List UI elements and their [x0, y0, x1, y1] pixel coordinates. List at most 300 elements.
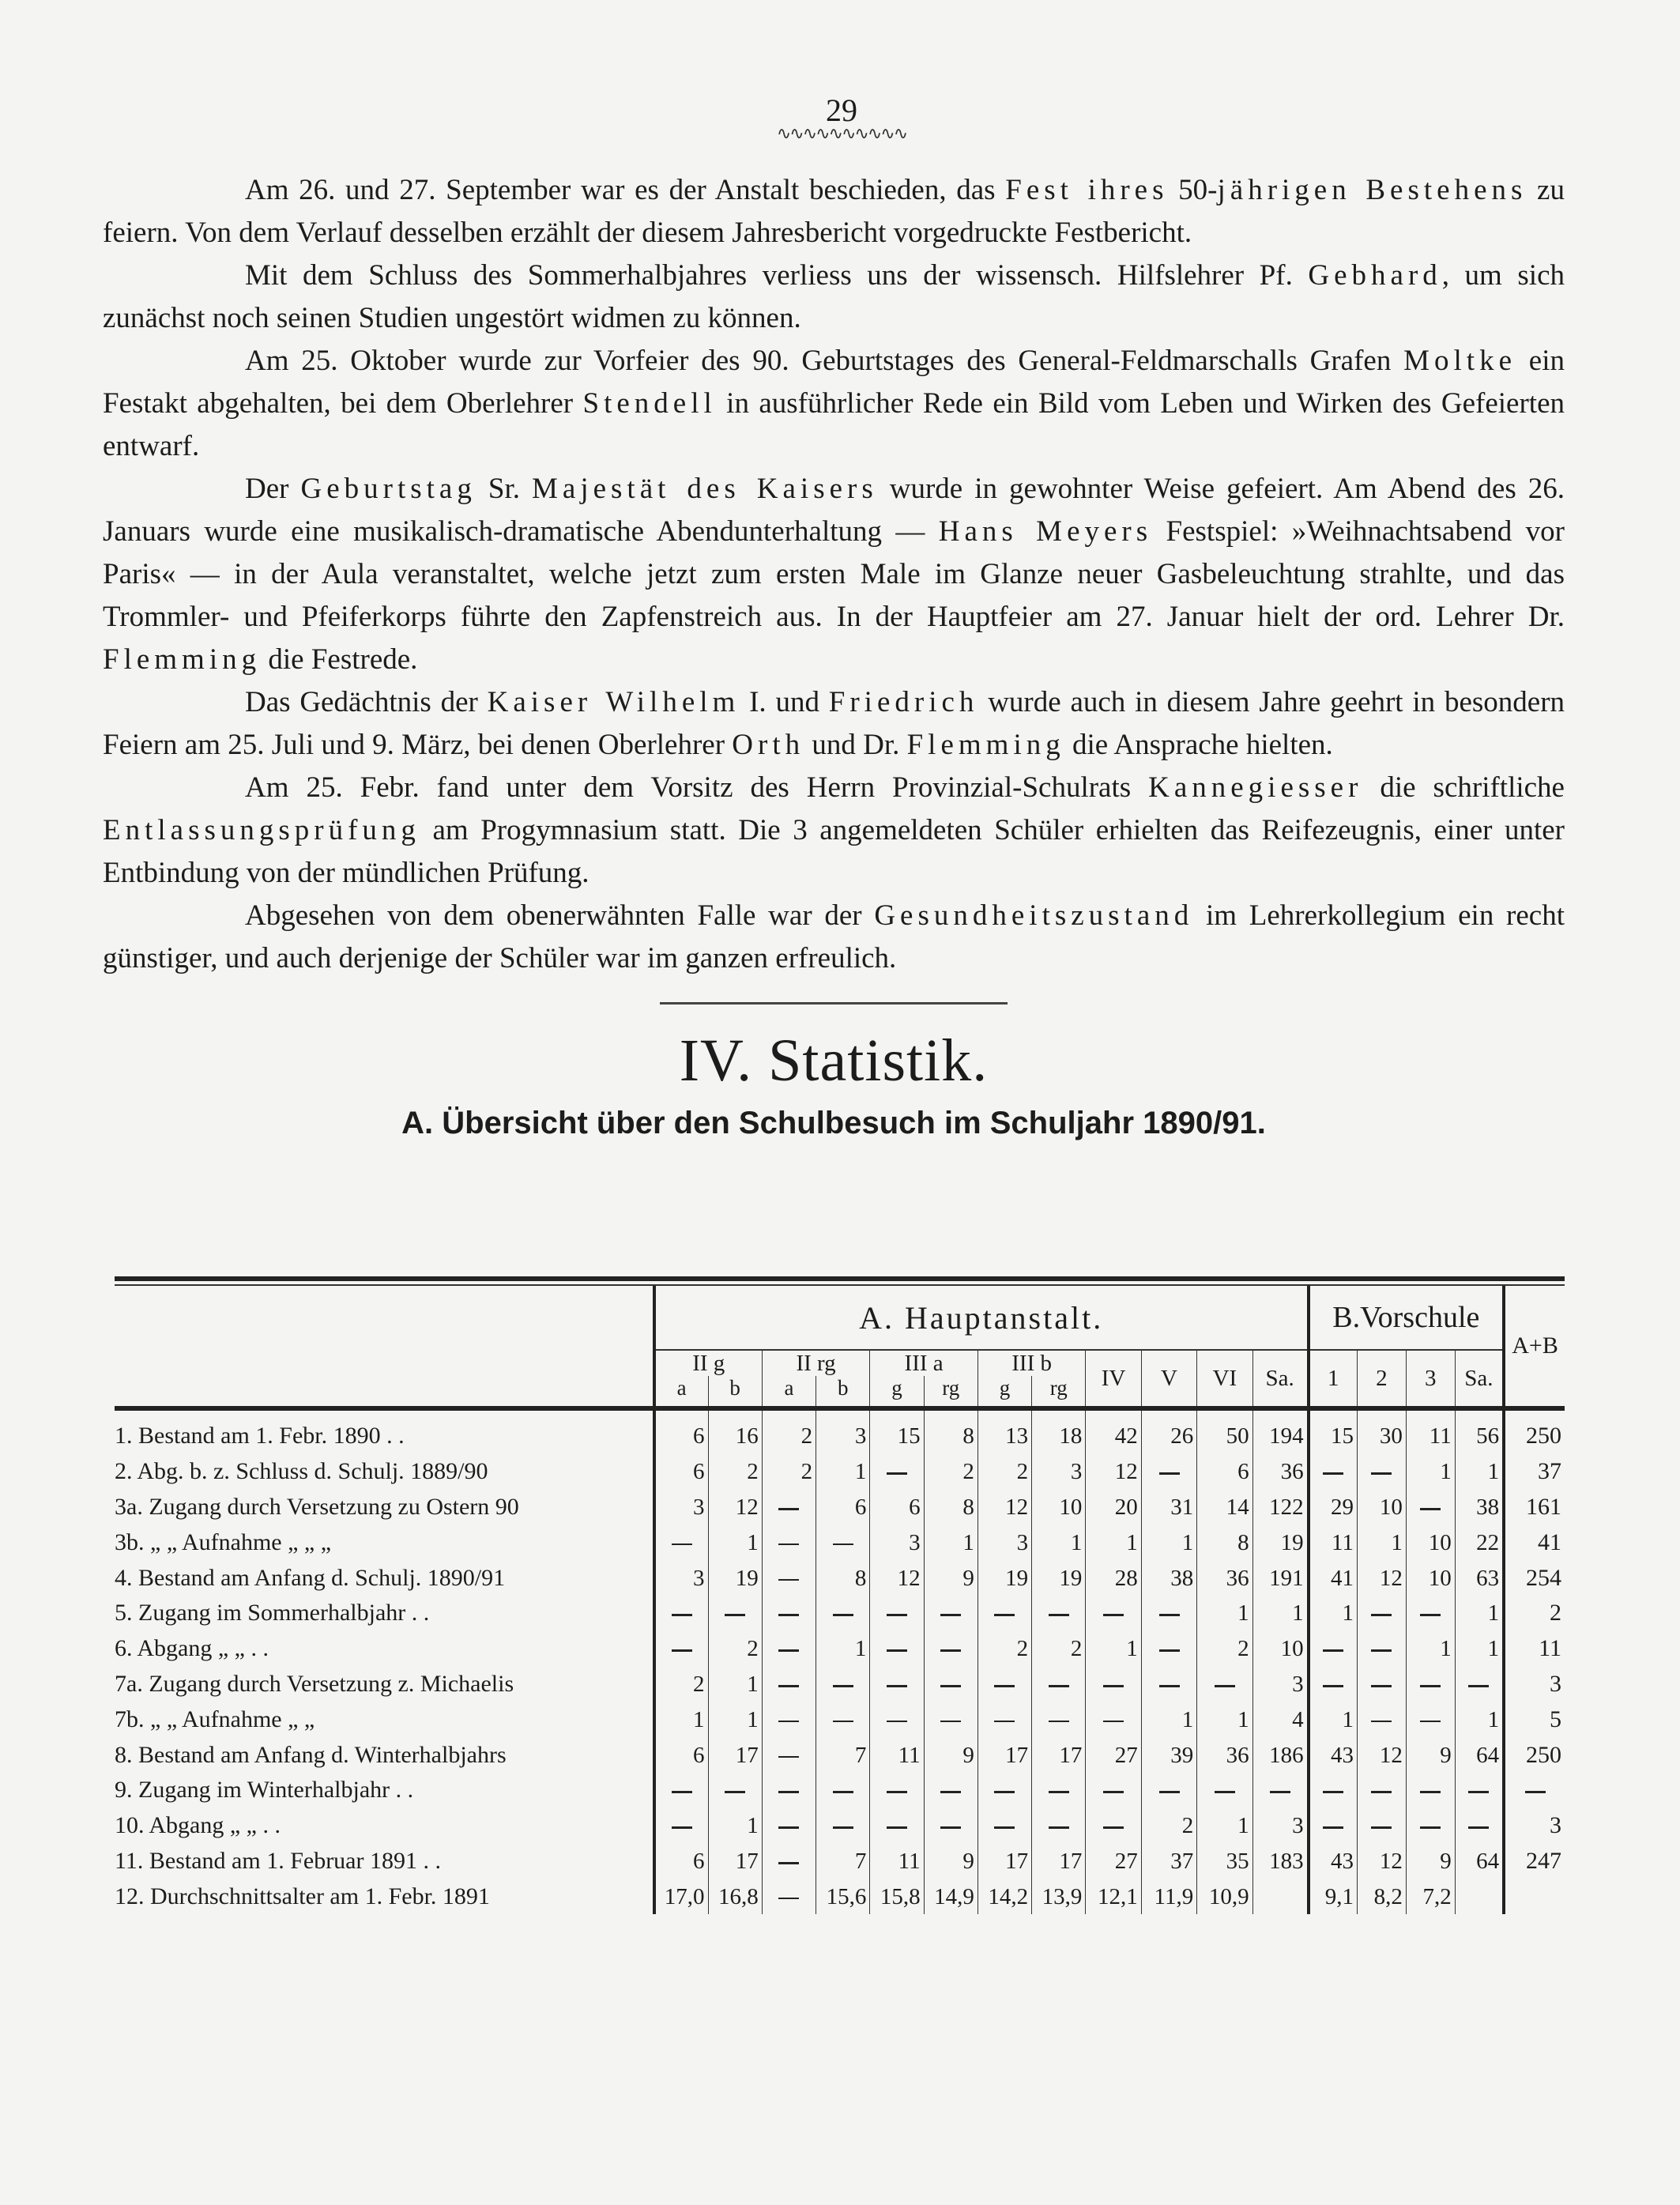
table-cell — [816, 1702, 870, 1737]
dash-mark — [887, 1826, 907, 1829]
dash-mark — [833, 1721, 853, 1723]
table-cell: 15 — [1309, 1408, 1358, 1454]
page-number-ornament: ∿∿∿∿∿∿∿∿∿∿ — [776, 123, 907, 143]
table-cell — [1032, 1773, 1086, 1808]
table-cell: 191 — [1252, 1560, 1308, 1596]
table-cell: 8,2 — [1357, 1879, 1406, 1914]
table-cell — [1455, 1808, 1504, 1844]
table-cell: 5 — [1504, 1702, 1565, 1737]
table-cell — [924, 1667, 977, 1702]
dash-mark — [778, 1649, 799, 1652]
table-cell: 14,2 — [977, 1879, 1031, 1914]
class-group-header: II rg — [762, 1350, 870, 1376]
table-cell: 1 — [1455, 1596, 1504, 1631]
table-cell — [1086, 1773, 1141, 1808]
table-cell: 2 — [1141, 1808, 1196, 1844]
dash-mark — [725, 1791, 745, 1793]
text-run: Am 26. und 27. September war es der Anstalt beschieden, das — [245, 174, 1006, 206]
class-group-header: II g — [654, 1350, 763, 1376]
table-row — [115, 1525, 1565, 1560]
row-label: 9. Zugang im Winterhalbjahr . . — [115, 1773, 654, 1808]
table-row — [115, 1408, 1565, 1454]
table-cell — [1309, 1773, 1358, 1808]
table-cell — [870, 1773, 924, 1808]
dash-mark — [1159, 1791, 1180, 1793]
dash-mark — [994, 1721, 1015, 1723]
text-run: wurde in gewohnter Weise gefeiert. Am Abend des 26. Januars wurde eine musikalisch-dramatische Abendunterhaltung — — [103, 473, 1565, 548]
dash-mark — [778, 1721, 799, 1723]
table-cell: 3 — [654, 1490, 708, 1525]
table-cell: 1 — [1197, 1596, 1252, 1631]
table-cell — [1357, 1808, 1406, 1844]
table-cell — [816, 1596, 870, 1631]
table-cell: 2 — [762, 1454, 816, 1490]
table-cell — [870, 1596, 924, 1631]
table-cell: 63 — [1455, 1560, 1504, 1596]
table-cell: 1 — [1197, 1808, 1252, 1844]
row-label: 5. Zugang im Sommerhalbjahr . . — [115, 1596, 654, 1631]
dash-mark — [994, 1614, 1015, 1616]
spaced-emphasis: Majestät des Kaisers — [532, 473, 878, 505]
table-cell: 7 — [816, 1737, 870, 1773]
table-cell: 2 — [654, 1667, 708, 1702]
text-run: Der — [245, 473, 301, 505]
text-run: zu feiern. Von dem Verlauf desselben erzählt der diesem Jahresbericht vorgedruckte Festbericht. — [103, 174, 1565, 249]
table-cell — [977, 1667, 1031, 1702]
page-number: 29 — [826, 92, 857, 128]
group-header-vorschule: B.Vorschule — [1309, 1286, 1505, 1350]
table-cell: 3 — [870, 1525, 924, 1560]
group-header-hauptanstalt: A. Hauptanstalt. — [654, 1286, 1309, 1350]
dash-mark — [887, 1614, 907, 1616]
table-cell — [762, 1596, 816, 1631]
table-cell: 10,9 — [1197, 1879, 1252, 1914]
table-cell: 22 — [1455, 1525, 1504, 1560]
table-cell: 11 — [1504, 1631, 1565, 1667]
dash-mark — [1323, 1791, 1343, 1793]
dash-mark — [778, 1898, 799, 1900]
row-label: 3a. Zugang durch Versetzung zu Ostern 90 — [115, 1490, 654, 1525]
table-cell: 15 — [870, 1408, 924, 1454]
table-cell: 6 — [654, 1737, 708, 1773]
dash-mark — [887, 1791, 907, 1793]
table-cell — [1406, 1702, 1455, 1737]
text-run: wurde auch in diesem Jahre geehrt in besondern Feiern am 25. Juli und 9. März, bei denen Oberlehrer — [103, 686, 1565, 761]
dash-mark — [1159, 1614, 1180, 1616]
table-cell: 12 — [1357, 1844, 1406, 1879]
table-cell — [654, 1631, 708, 1667]
table-cell: 6 — [654, 1454, 708, 1490]
text-run: Am 25. Oktober wurde zur Vorfeier des 90. Geburtstages des General-Feldmarschalls Grafen — [245, 345, 1404, 377]
dash-mark — [1103, 1791, 1124, 1793]
table-cell: 12,1 — [1086, 1879, 1141, 1914]
dash-mark — [672, 1614, 692, 1616]
table-cell — [816, 1773, 870, 1808]
table-row — [115, 1808, 1565, 1844]
dash-mark — [1371, 1472, 1392, 1475]
table-cell — [816, 1525, 870, 1560]
row-label: 4. Bestand am Anfang d. Schulj. 1890/91 — [115, 1560, 654, 1596]
text-run: in ausführlicher Rede ein Bild vom Leben und Wirken des Gefeierten entwarf. — [103, 387, 1565, 462]
table-row — [115, 1879, 1565, 1914]
table-row — [115, 1737, 1565, 1773]
table-cell: 1 — [1086, 1525, 1141, 1560]
table-cell: 17 — [977, 1844, 1031, 1879]
spaced-emphasis: Hans Meyers — [938, 515, 1153, 548]
table-cell: 1 — [1406, 1454, 1455, 1490]
table-cell — [1197, 1667, 1252, 1702]
table-cell: 11 — [1406, 1408, 1455, 1454]
table-cell: 2 — [977, 1454, 1031, 1490]
table-cell: 3 — [654, 1560, 708, 1596]
table-cell: 8 — [924, 1490, 977, 1525]
table-cell: 38 — [1455, 1490, 1504, 1525]
table-cell: 3 — [1504, 1667, 1565, 1702]
table-cell: 36 — [1197, 1737, 1252, 1773]
table-cell — [870, 1667, 924, 1702]
table-cell: 1 — [924, 1525, 977, 1560]
table-cell: 9,1 — [1309, 1879, 1358, 1914]
table-cell: 16 — [708, 1408, 762, 1454]
dash-mark — [725, 1614, 745, 1616]
table-cell: 28 — [1086, 1560, 1141, 1596]
table-cell: 20 — [1086, 1490, 1141, 1525]
table-row — [115, 1667, 1565, 1702]
table-cell: 6 — [654, 1844, 708, 1879]
table-cell: 36 — [1197, 1560, 1252, 1596]
table-title: A. Übersicht über den Schulbesuch im Schuljahr 1890/91. — [401, 1106, 1266, 1140]
table-cell — [870, 1702, 924, 1737]
table-cell: 1 — [1455, 1454, 1504, 1490]
total-column-header: A+B — [1504, 1286, 1565, 1408]
table-cell — [816, 1808, 870, 1844]
table-cell — [762, 1879, 816, 1914]
table-cell — [762, 1844, 816, 1879]
spaced-emphasis: Geburtstag — [300, 473, 477, 505]
table-cell: 3 — [1032, 1454, 1086, 1490]
dash-mark — [1103, 1685, 1124, 1687]
table-cell: 2 — [924, 1454, 977, 1490]
table-cell — [1086, 1667, 1141, 1702]
table-cell: 15,8 — [870, 1879, 924, 1914]
class-group-header: III b — [977, 1350, 1086, 1376]
table-cell — [762, 1490, 816, 1525]
row-label: 8. Bestand am Anfang d. Winterhalbjahrs — [115, 1737, 654, 1773]
dash-mark — [1049, 1685, 1069, 1687]
table-cell: 14 — [1197, 1490, 1252, 1525]
paragraph — [103, 254, 1565, 340]
dash-mark — [833, 1685, 853, 1687]
table-cell: 38 — [1141, 1560, 1196, 1596]
table-cell: 3 — [1504, 1808, 1565, 1844]
table-cell — [1086, 1596, 1141, 1631]
table-cell: 2 — [977, 1631, 1031, 1667]
table-cell — [1309, 1631, 1358, 1667]
dash-mark — [1371, 1721, 1392, 1723]
table-cell — [1455, 1667, 1504, 1702]
body-text — [103, 169, 1565, 980]
dash-mark — [1159, 1685, 1180, 1687]
dash-mark — [778, 1791, 799, 1793]
dash-mark — [887, 1649, 907, 1652]
paragraph — [103, 340, 1565, 468]
table-cell: 1 — [816, 1631, 870, 1667]
table-cell — [924, 1808, 977, 1844]
dash-mark — [1159, 1472, 1180, 1475]
table-cell — [870, 1454, 924, 1490]
table-cell: 7,2 — [1406, 1879, 1455, 1914]
dash-mark — [1103, 1614, 1124, 1616]
vorschule-column-header: 3 — [1406, 1350, 1455, 1408]
table-cell — [1309, 1808, 1358, 1844]
dash-mark — [672, 1791, 692, 1793]
section-title: IV. Statistik. — [679, 1027, 989, 1094]
class-column-header: VI — [1197, 1350, 1252, 1408]
dash-mark — [1420, 1685, 1441, 1687]
table-cell — [654, 1773, 708, 1808]
dash-mark — [833, 1544, 853, 1546]
spaced-emphasis: Flemming — [103, 643, 262, 676]
dash-mark — [833, 1791, 853, 1793]
table-cell — [1357, 1702, 1406, 1737]
table-cell — [1504, 1879, 1565, 1914]
table-cell: 8 — [816, 1560, 870, 1596]
row-label: 11. Bestand am 1. Februar 1891 . . — [115, 1844, 654, 1879]
table-cell: 186 — [1252, 1737, 1308, 1773]
table-cell: 17 — [1032, 1844, 1086, 1879]
subclass-header: g — [977, 1376, 1031, 1408]
table-row — [115, 1702, 1565, 1737]
subclass-header: g — [870, 1376, 924, 1408]
dash-mark — [778, 1862, 799, 1864]
text-run: I. und — [740, 686, 829, 718]
table-cell: 10 — [1357, 1490, 1406, 1525]
table-cell — [762, 1525, 816, 1560]
table-cell: 250 — [1504, 1408, 1565, 1454]
table-cell: 37 — [1504, 1454, 1565, 1490]
table-row — [115, 1596, 1565, 1631]
table-row — [115, 1454, 1565, 1490]
table-cell: 41 — [1504, 1525, 1565, 1560]
table-cell — [762, 1773, 816, 1808]
row-label: 6. Abgang „ „ . . — [115, 1631, 654, 1667]
vorschule-column-header: 2 — [1357, 1350, 1406, 1408]
table-row — [115, 1490, 1565, 1525]
table-cell — [924, 1596, 977, 1631]
dash-mark — [994, 1791, 1015, 1793]
spaced-emphasis: Entlassungsprüfung — [103, 814, 420, 846]
table-cell: 37 — [1141, 1844, 1196, 1879]
subclass-header: a — [654, 1376, 708, 1408]
table-cell — [1032, 1808, 1086, 1844]
table-cell — [924, 1702, 977, 1737]
table-cell: 9 — [1406, 1737, 1455, 1773]
table-cell: 1 — [708, 1525, 762, 1560]
dash-mark — [672, 1544, 692, 1546]
table-cell: 1 — [1309, 1702, 1358, 1737]
table-row — [115, 1844, 1565, 1879]
table-cell — [762, 1667, 816, 1702]
spaced-emphasis: Kannegiesser — [1148, 771, 1363, 804]
table-cell: 13 — [977, 1408, 1031, 1454]
document-page — [103, 92, 1565, 1159]
table-cell — [1032, 1702, 1086, 1737]
dash-mark — [1215, 1791, 1235, 1793]
dash-mark — [1323, 1826, 1343, 1829]
dash-mark — [1049, 1791, 1069, 1793]
table-cell — [654, 1525, 708, 1560]
table-cell: 10 — [1406, 1525, 1455, 1560]
paragraph — [103, 895, 1565, 980]
table-cell: 11 — [870, 1844, 924, 1879]
table-cell: 30 — [1357, 1408, 1406, 1454]
subclass-header: b — [708, 1376, 762, 1408]
table-cell: 9 — [924, 1737, 977, 1773]
table-cell: 7 — [816, 1844, 870, 1879]
table-cell — [924, 1773, 977, 1808]
table-cell — [762, 1808, 816, 1844]
row-label-header — [115, 1286, 654, 1408]
dash-mark — [1103, 1721, 1124, 1723]
table-cell — [1309, 1667, 1358, 1702]
dash-mark — [1371, 1826, 1392, 1829]
row-label: 12. Durchschnittsalter am 1. Febr. 1891 — [115, 1879, 654, 1914]
table-top-rule — [115, 1276, 1565, 1281]
dash-mark — [940, 1721, 961, 1723]
table-cell: 36 — [1252, 1454, 1308, 1490]
table-cell — [977, 1808, 1031, 1844]
dash-mark — [778, 1826, 799, 1829]
table-cell: 8 — [924, 1408, 977, 1454]
paragraph — [103, 681, 1565, 767]
table-cell — [1141, 1631, 1196, 1667]
table-cell — [870, 1631, 924, 1667]
dash-mark — [833, 1826, 853, 1829]
text-run: im Lehrerkollegium ein recht günstiger, und auch derjenige der Schüler war im ganzen erfreulich. — [103, 899, 1565, 974]
vorschule-column-header: 1 — [1309, 1350, 1358, 1408]
table-cell: 19 — [708, 1560, 762, 1596]
dash-mark — [1420, 1614, 1441, 1616]
table-cell — [1455, 1773, 1504, 1808]
class-group-header: III a — [870, 1350, 978, 1376]
table-cell — [1141, 1667, 1196, 1702]
table-cell: 64 — [1455, 1737, 1504, 1773]
paragraph — [103, 468, 1565, 681]
dash-mark — [1468, 1791, 1489, 1793]
table-cell: 19 — [1252, 1525, 1308, 1560]
table-cell: 19 — [1032, 1560, 1086, 1596]
table-cell: 12 — [1086, 1454, 1141, 1490]
row-label: 2. Abg. b. z. Schluss d. Schulj. 1889/90 — [115, 1454, 654, 1490]
table-cell: 15,6 — [816, 1879, 870, 1914]
dash-mark — [778, 1685, 799, 1687]
table-cell — [762, 1737, 816, 1773]
spaced-emphasis: Kaiser Wilhelm — [487, 686, 740, 718]
table-cell: 9 — [924, 1844, 977, 1879]
table-cell: 27 — [1086, 1737, 1141, 1773]
table-cell: 6 — [1197, 1454, 1252, 1490]
table-cell — [816, 1667, 870, 1702]
table-cell — [870, 1808, 924, 1844]
table-cell: 14,9 — [924, 1879, 977, 1914]
row-label: 10. Abgang „ „ . . — [115, 1808, 654, 1844]
paragraph — [103, 169, 1565, 254]
spaced-emphasis: jährigen Bestehens — [1217, 174, 1527, 206]
table-cell: 39 — [1141, 1737, 1196, 1773]
table-cell: 11,9 — [1141, 1879, 1196, 1914]
table-cell — [1357, 1773, 1406, 1808]
table-cell — [1086, 1702, 1141, 1737]
table-cell — [654, 1808, 708, 1844]
table-cell — [1406, 1667, 1455, 1702]
table-cell: 29 — [1309, 1490, 1358, 1525]
table-cell: 194 — [1252, 1408, 1308, 1454]
school-attendance-table — [115, 1286, 1565, 1914]
spaced-emphasis: Stendell — [582, 387, 717, 420]
table-cell — [1357, 1667, 1406, 1702]
dash-mark — [1468, 1826, 1489, 1829]
dash-mark — [1323, 1685, 1343, 1687]
table-cell: 41 — [1309, 1560, 1358, 1596]
table-cell: 1 — [1406, 1631, 1455, 1667]
dash-mark — [887, 1472, 907, 1475]
subclass-header: rg — [924, 1376, 977, 1408]
table-cell — [977, 1773, 1031, 1808]
dash-mark — [1420, 1826, 1441, 1829]
dash-mark — [994, 1826, 1015, 1829]
spaced-emphasis: Flemming — [906, 729, 1065, 761]
table-cell: 43 — [1309, 1737, 1358, 1773]
table-cell — [762, 1631, 816, 1667]
table-cell — [762, 1560, 816, 1596]
table-cell — [654, 1596, 708, 1631]
text-run: Mit dem Schluss des Sommerhalbjahres verliess uns der wissensch. Hilfslehrer Pf. — [245, 259, 1309, 292]
table-cell — [1406, 1808, 1455, 1844]
table-cell: 12 — [1357, 1560, 1406, 1596]
table-cell: 42 — [1086, 1408, 1141, 1454]
table-cell: 1 — [708, 1808, 762, 1844]
table-cell: 2 — [708, 1454, 762, 1490]
dash-mark — [1323, 1649, 1343, 1652]
table-cell — [1141, 1773, 1196, 1808]
table-cell — [1032, 1667, 1086, 1702]
table-cell: 1 — [1086, 1631, 1141, 1667]
dash-mark — [887, 1721, 907, 1723]
table-cell: 19 — [977, 1560, 1031, 1596]
spaced-emphasis: Orth — [732, 729, 805, 761]
dash-mark — [833, 1614, 853, 1616]
table-cell: 31 — [1141, 1490, 1196, 1525]
table-cell: 1 — [816, 1454, 870, 1490]
table-cell — [1309, 1454, 1358, 1490]
row-label: 3b. „ „ Aufnahme „ „ „ — [115, 1525, 654, 1560]
text-run: die Festrede. — [261, 643, 418, 676]
dash-mark — [1420, 1791, 1441, 1793]
dash-mark — [1215, 1685, 1235, 1687]
dash-mark — [1371, 1614, 1392, 1616]
dash-mark — [778, 1614, 799, 1616]
table-cell: 12 — [977, 1490, 1031, 1525]
table-cell — [708, 1773, 762, 1808]
dash-mark — [1371, 1649, 1392, 1652]
table-cell — [1252, 1879, 1308, 1914]
table-cell: 1 — [1141, 1525, 1196, 1560]
dash-mark — [1049, 1826, 1069, 1829]
text-run: , um sich zunächst noch seinen Studien ungestört widmen zu können. — [103, 259, 1565, 334]
table-row — [115, 1560, 1565, 1596]
table-cell — [1406, 1596, 1455, 1631]
subclass-header: a — [762, 1376, 816, 1408]
